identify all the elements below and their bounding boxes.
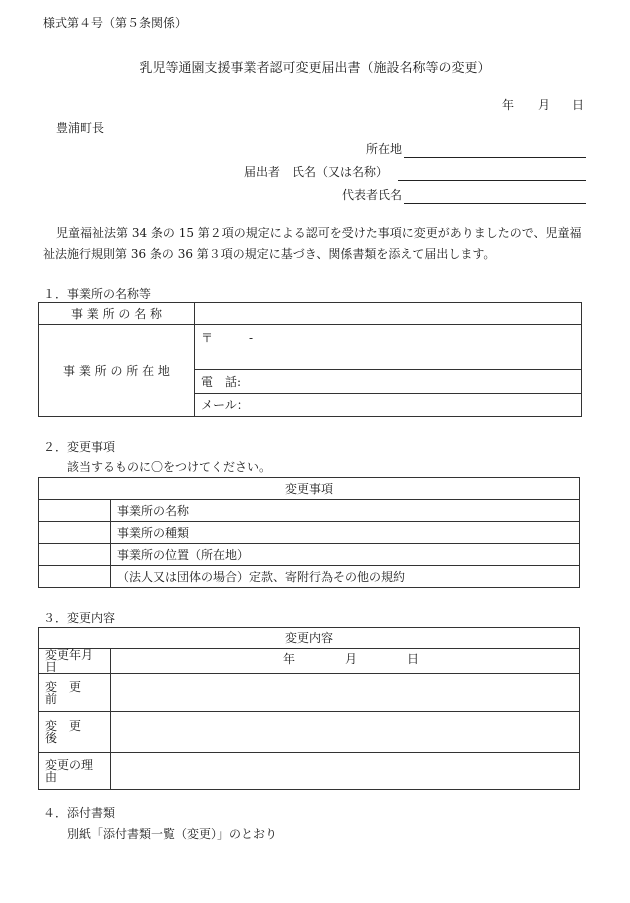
date-day: 日 bbox=[572, 98, 585, 112]
address-label: 所在地 bbox=[366, 142, 403, 156]
change-content-table bbox=[38, 627, 580, 790]
attachments-text: 別紙「添付書類一覧（変更）」のとおり bbox=[67, 827, 278, 841]
reason-label: 変更の理由 bbox=[39, 753, 111, 790]
after-label: 変 更 後 bbox=[39, 712, 111, 753]
facility-table bbox=[38, 302, 582, 417]
email-field[interactable]: メール： bbox=[195, 394, 582, 417]
body-text-line-1: 児童福祉法第 34 条の 15 第２項の規定による認可を受けた事項に変更がありましたので、児童福 bbox=[56, 226, 582, 240]
before-label: 変 更 前 bbox=[39, 674, 111, 712]
change-item-mark[interactable] bbox=[39, 566, 111, 588]
date-month: 月 bbox=[538, 98, 551, 112]
change-item-mark[interactable] bbox=[39, 544, 111, 566]
section4-heading: ４．添付書類 bbox=[43, 806, 116, 820]
change-date-field[interactable] bbox=[111, 649, 580, 674]
facility-name-label: 事 業 所 の 名 称 bbox=[39, 303, 195, 325]
change-content-header: 変更内容 bbox=[39, 628, 580, 649]
name-label: 氏名（又は名称） bbox=[292, 165, 389, 179]
section1-heading: １．事業所の名称等 bbox=[43, 287, 152, 301]
recipient: 豊浦町長 bbox=[56, 121, 105, 135]
name-line[interactable] bbox=[398, 180, 586, 181]
facility-name-field[interactable] bbox=[195, 303, 582, 325]
change-item-label: 事業所の種類 bbox=[111, 522, 580, 544]
phone-field[interactable]: 電 話: bbox=[195, 370, 582, 394]
after-field[interactable] bbox=[111, 712, 580, 753]
date-year: 年 bbox=[502, 98, 515, 112]
change-items-header: 変更事項 bbox=[39, 478, 580, 500]
change-date-year: 年 bbox=[283, 652, 296, 666]
document-title: 乳児等通園支援事業者認可変更届出書（施設名称等の変更） bbox=[139, 61, 491, 76]
facility-location-label: 事 業 所 の 所 在 地 bbox=[39, 325, 195, 417]
change-item-label: 事業所の位置（所在地） bbox=[111, 544, 580, 566]
change-item-label: （法人又は団体の場合）定款、寄附行為その他の規約 bbox=[111, 566, 580, 588]
reason-field[interactable] bbox=[111, 753, 580, 790]
address-line[interactable] bbox=[404, 157, 586, 158]
change-date-day: 日 bbox=[407, 652, 420, 666]
section2-heading: ２．変更事項 bbox=[43, 440, 116, 454]
representative-line[interactable] bbox=[404, 203, 586, 204]
change-item-label: 事業所の名称 bbox=[111, 500, 580, 522]
notifier-label: 届出者 bbox=[244, 165, 281, 179]
form-number: 様式第４号（第５条関係） bbox=[43, 16, 188, 30]
before-field[interactable] bbox=[111, 674, 580, 712]
representative-label: 代表者氏名 bbox=[342, 188, 403, 202]
body-text-line-2: 祉法施行規則第 36 条の 36 第３項の規定に基づき、関係書類を添えて届出します。 bbox=[43, 247, 496, 261]
section2-instruction: 該当するものに〇をつけてください。 bbox=[67, 460, 272, 474]
change-date-month: 月 bbox=[345, 652, 358, 666]
change-item-mark[interactable] bbox=[39, 522, 111, 544]
change-items-table bbox=[38, 477, 580, 588]
section3-heading: ３．変更内容 bbox=[43, 611, 116, 625]
change-item-mark[interactable] bbox=[39, 500, 111, 522]
change-date-label: 変更年月日 bbox=[39, 649, 111, 674]
postal-field[interactable]: 〒 - bbox=[195, 325, 582, 370]
